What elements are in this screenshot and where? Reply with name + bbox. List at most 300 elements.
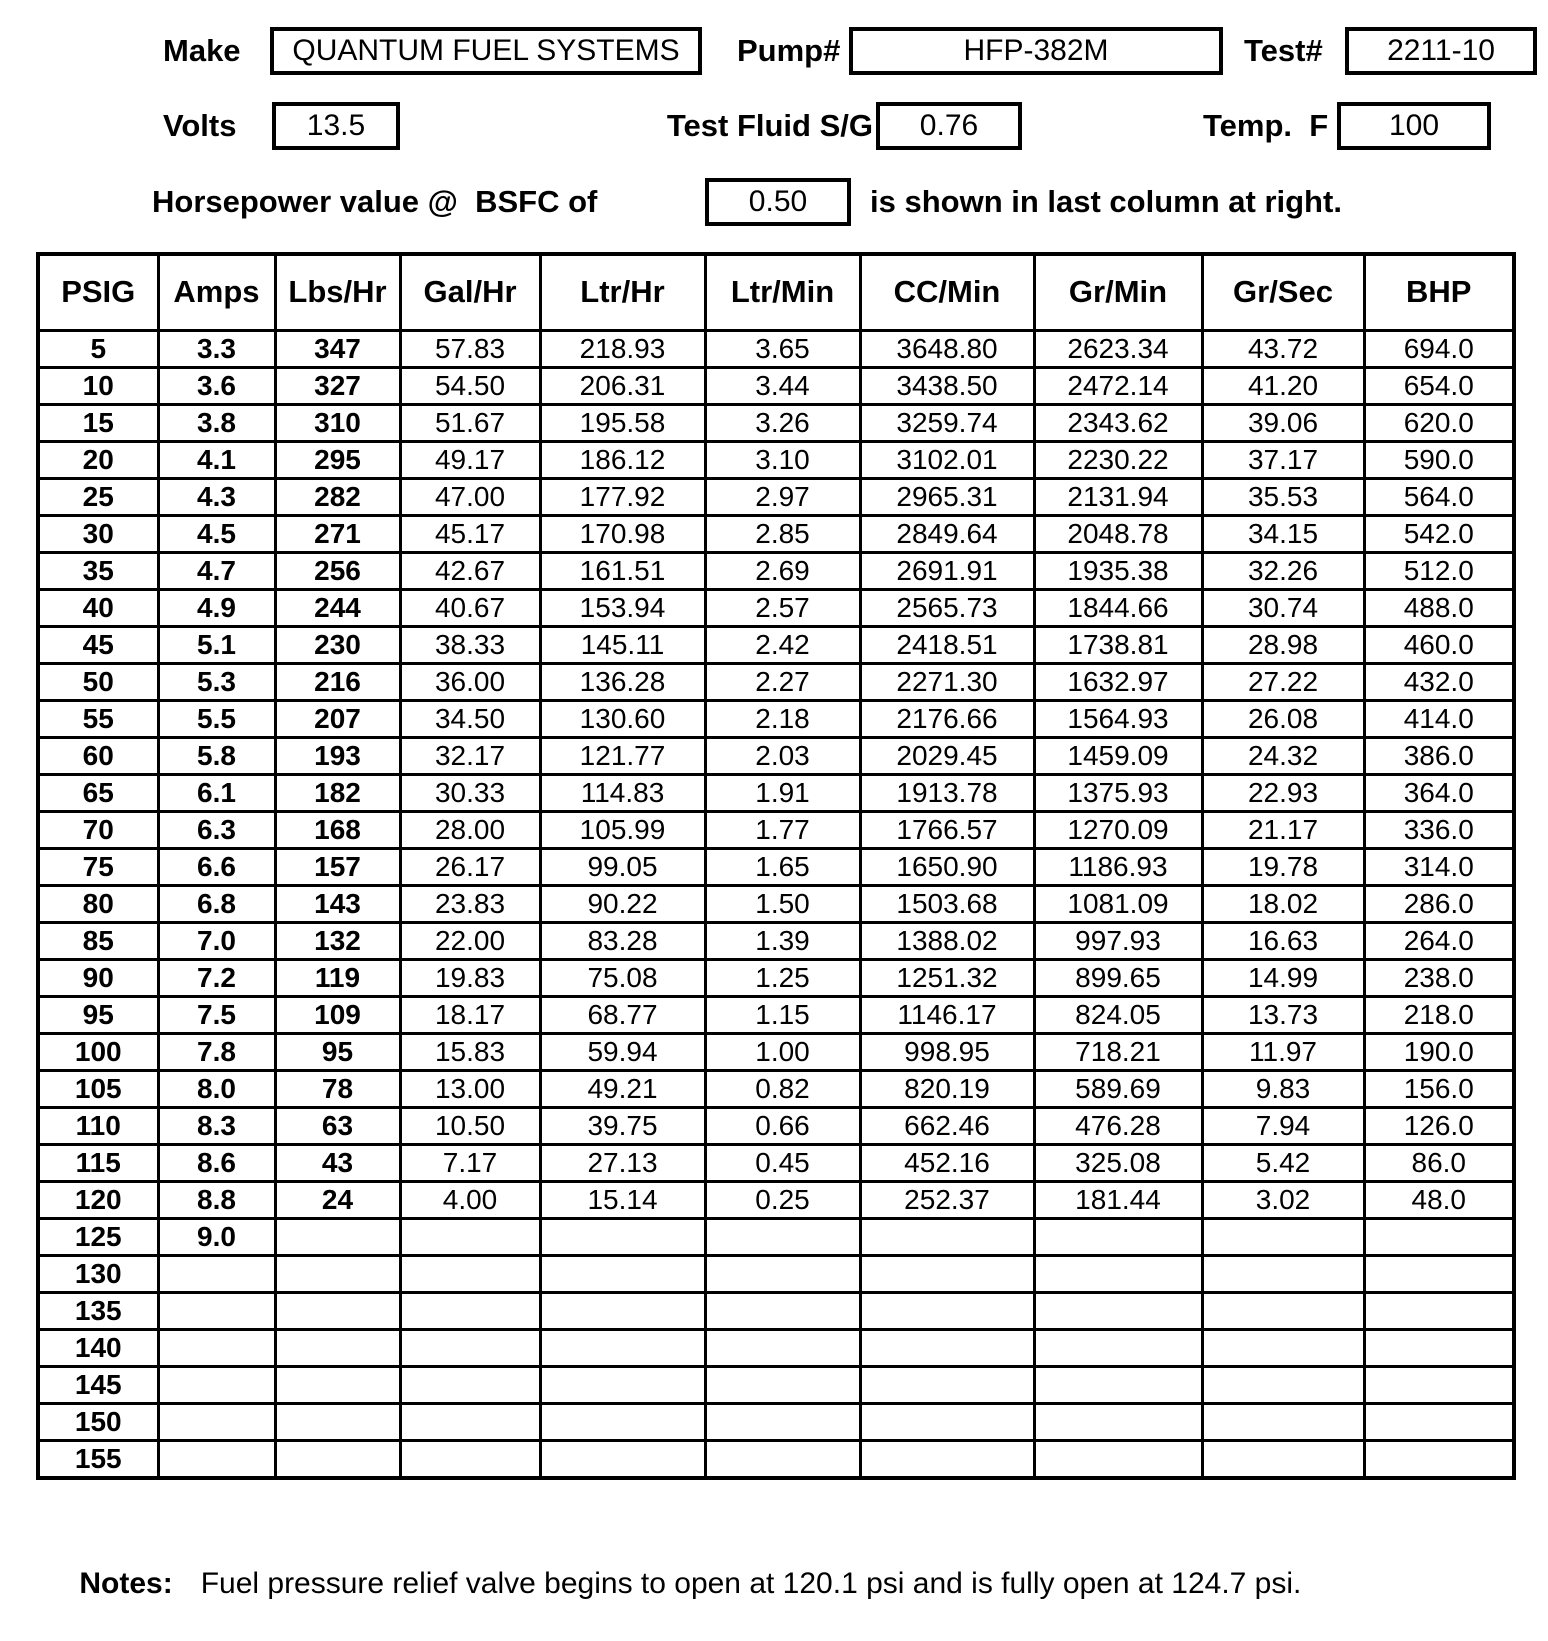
table-cell: 7.17 — [400, 1144, 540, 1181]
table-cell: 21.17 — [1202, 811, 1364, 848]
table-cell: 386.0 — [1364, 737, 1514, 774]
table-row — [38, 626, 1514, 663]
table-cell: 1913.78 — [860, 774, 1034, 811]
table-cell: 476.28 — [1034, 1107, 1202, 1144]
table-cell: 460.0 — [1364, 626, 1514, 663]
table-cell: 170.98 — [540, 515, 705, 552]
table-cell — [275, 1440, 400, 1478]
table-cell: 218.0 — [1364, 996, 1514, 1033]
table-cell — [540, 1366, 705, 1403]
table-row — [38, 1144, 1514, 1181]
table-cell: 39.75 — [540, 1107, 705, 1144]
test-fluid-sg-label: Test Fluid S/G — [666, 108, 873, 143]
column-header-grsec: Gr/Sec — [1202, 254, 1364, 330]
table-cell: 694.0 — [1364, 330, 1514, 367]
make-field: QUANTUM FUEL SYSTEMS — [270, 27, 702, 75]
table-cell: 3.10 — [705, 441, 860, 478]
table-cell: 1270.09 — [1034, 811, 1202, 848]
table-cell: 336.0 — [1364, 811, 1514, 848]
table-cell — [275, 1255, 400, 1292]
table-cell: 75.08 — [540, 959, 705, 996]
table-cell: 4.5 — [158, 515, 275, 552]
table-cell — [1202, 1218, 1364, 1255]
table-cell: 23.83 — [400, 885, 540, 922]
table-cell — [860, 1440, 1034, 1478]
table-row — [38, 959, 1514, 996]
table-cell — [1364, 1329, 1514, 1366]
table-cell — [158, 1366, 275, 1403]
table-cell: 8.0 — [158, 1070, 275, 1107]
table-cell: 40 — [38, 589, 158, 626]
table-cell: 6.6 — [158, 848, 275, 885]
table-cell: 3.8 — [158, 404, 275, 441]
table-cell: 25 — [38, 478, 158, 515]
table-cell: 2472.14 — [1034, 367, 1202, 404]
table-cell: 1186.93 — [1034, 848, 1202, 885]
notes-row — [46, 1527, 1301, 1641]
table-cell: 109 — [275, 996, 400, 1033]
table-cell: 155 — [38, 1440, 158, 1478]
table-cell: 49.17 — [400, 441, 540, 478]
table-cell — [540, 1255, 705, 1292]
table-cell: 8.8 — [158, 1181, 275, 1218]
table-cell: 1650.90 — [860, 848, 1034, 885]
table-cell: 206.31 — [540, 367, 705, 404]
header-row-conditions — [0, 102, 1548, 150]
table-cell: 153.94 — [540, 589, 705, 626]
table-cell — [1034, 1440, 1202, 1478]
table-cell — [158, 1440, 275, 1478]
table-cell: 2623.34 — [1034, 330, 1202, 367]
volts-label: Volts — [163, 108, 237, 143]
table-cell: 126.0 — [1364, 1107, 1514, 1144]
table-cell: 0.82 — [705, 1070, 860, 1107]
table-cell — [158, 1292, 275, 1329]
column-header-ccmin: CC/Min — [860, 254, 1034, 330]
bsfc-prefix-label: Horsepower value @ BSFC of — [152, 184, 598, 219]
table-cell: 47.00 — [400, 478, 540, 515]
table-cell: 7.2 — [158, 959, 275, 996]
table-cell: 1081.09 — [1034, 885, 1202, 922]
table-cell: 8.6 — [158, 1144, 275, 1181]
table-cell: 325.08 — [1034, 1144, 1202, 1181]
table-cell: 32.26 — [1202, 552, 1364, 589]
table-cell: 95 — [38, 996, 158, 1033]
table-cell — [1364, 1440, 1514, 1478]
table-row — [38, 552, 1514, 589]
table-cell: 60 — [38, 737, 158, 774]
table-cell: 145.11 — [540, 626, 705, 663]
table-cell — [1202, 1329, 1364, 1366]
table-cell: 63 — [275, 1107, 400, 1144]
table-cell: 414.0 — [1364, 700, 1514, 737]
table-row — [38, 441, 1514, 478]
table-cell: 1738.81 — [1034, 626, 1202, 663]
table-cell: 347 — [275, 330, 400, 367]
table-cell — [1034, 1255, 1202, 1292]
table-cell: 121.77 — [540, 737, 705, 774]
table-row — [38, 515, 1514, 552]
table-cell — [1202, 1255, 1364, 1292]
table-row — [38, 1329, 1514, 1366]
table-cell: 1.50 — [705, 885, 860, 922]
table-cell: 2.18 — [705, 700, 860, 737]
table-cell: 22.93 — [1202, 774, 1364, 811]
table-row — [38, 848, 1514, 885]
pump-number-field: HFP-382M — [849, 27, 1223, 75]
table-cell: 3.3 — [158, 330, 275, 367]
table-cell — [540, 1292, 705, 1329]
table-cell: 271 — [275, 515, 400, 552]
table-cell: 19.83 — [400, 959, 540, 996]
table-row — [38, 885, 1514, 922]
table-cell: 8.3 — [158, 1107, 275, 1144]
table-cell — [1364, 1403, 1514, 1440]
table-cell: 55 — [38, 700, 158, 737]
table-cell: 30.74 — [1202, 589, 1364, 626]
table-cell: 13.73 — [1202, 996, 1364, 1033]
table-cell: 1.25 — [705, 959, 860, 996]
volts-field: 13.5 — [272, 102, 400, 150]
table-cell: 90 — [38, 959, 158, 996]
table-cell: 110 — [38, 1107, 158, 1144]
table-cell: 7.0 — [158, 922, 275, 959]
table-header — [38, 254, 1514, 330]
table-cell — [705, 1403, 860, 1440]
table-cell: 2176.66 — [860, 700, 1034, 737]
table-cell: 2343.62 — [1034, 404, 1202, 441]
table-cell: 125 — [38, 1218, 158, 1255]
table-cell: 34.50 — [400, 700, 540, 737]
table-cell: 83.28 — [540, 922, 705, 959]
table-body — [38, 330, 1514, 1478]
table-cell — [540, 1403, 705, 1440]
table-cell — [860, 1403, 1034, 1440]
table-cell: 39.06 — [1202, 404, 1364, 441]
table-cell: 150 — [38, 1403, 158, 1440]
table-cell: 36.00 — [400, 663, 540, 700]
table-cell: 295 — [275, 441, 400, 478]
table-cell: 161.51 — [540, 552, 705, 589]
table-cell: 3648.80 — [860, 330, 1034, 367]
table-cell: 15.83 — [400, 1033, 540, 1070]
table-cell: 49.21 — [540, 1070, 705, 1107]
table-cell: 28.98 — [1202, 626, 1364, 663]
table-cell: 2.85 — [705, 515, 860, 552]
table-cell: 1.00 — [705, 1033, 860, 1070]
table-cell: 135 — [38, 1292, 158, 1329]
table-cell — [860, 1366, 1034, 1403]
table-cell: 16.63 — [1202, 922, 1364, 959]
table-cell: 3438.50 — [860, 367, 1034, 404]
table-cell: 718.21 — [1034, 1033, 1202, 1070]
table-cell — [860, 1292, 1034, 1329]
table-cell — [1364, 1255, 1514, 1292]
table-cell: 22.00 — [400, 922, 540, 959]
test-fluid-sg-field: 0.76 — [876, 102, 1022, 150]
bsfc-field: 0.50 — [705, 178, 851, 226]
table-cell: 4.9 — [158, 589, 275, 626]
table-cell: 252.37 — [860, 1181, 1034, 1218]
table-cell: 542.0 — [1364, 515, 1514, 552]
table-cell: 3.6 — [158, 367, 275, 404]
table-cell: 0.45 — [705, 1144, 860, 1181]
table-cell: 310 — [275, 404, 400, 441]
table-cell — [1202, 1366, 1364, 1403]
table-cell: 0.25 — [705, 1181, 860, 1218]
table-cell: 824.05 — [1034, 996, 1202, 1033]
table-cell: 2849.64 — [860, 515, 1034, 552]
table-cell — [540, 1218, 705, 1255]
table-cell: 18.17 — [400, 996, 540, 1033]
table-cell: 2.03 — [705, 737, 860, 774]
table-cell: 54.50 — [400, 367, 540, 404]
table-row — [38, 922, 1514, 959]
table-cell: 2418.51 — [860, 626, 1034, 663]
table-cell: 42.67 — [400, 552, 540, 589]
table-cell — [275, 1403, 400, 1440]
test-number-field: 2211-10 — [1345, 27, 1537, 75]
temperature-field: 100 — [1337, 102, 1491, 150]
table-row — [38, 330, 1514, 367]
make-label: Make — [163, 33, 241, 68]
notes-text: Fuel pressure relief valve begins to open at 120.1 psi and is fully open at 124.7 psi. — [200, 1567, 1302, 1600]
table-cell: 9.0 — [158, 1218, 275, 1255]
column-header-ltrmin: Ltr/Min — [705, 254, 860, 330]
table-cell: 120 — [38, 1181, 158, 1218]
table-cell: 2048.78 — [1034, 515, 1202, 552]
table-cell: 32.17 — [400, 737, 540, 774]
column-header-lbshr: Lbs/Hr — [275, 254, 400, 330]
table-cell: 10 — [38, 367, 158, 404]
table-cell: 85 — [38, 922, 158, 959]
table-cell — [1202, 1403, 1364, 1440]
table-cell: 1251.32 — [860, 959, 1034, 996]
table-cell: 5 — [38, 330, 158, 367]
table-cell: 65 — [38, 774, 158, 811]
table-cell: 7.8 — [158, 1033, 275, 1070]
table-cell: 35.53 — [1202, 478, 1364, 515]
table-cell: 30.33 — [400, 774, 540, 811]
table-cell: 190.0 — [1364, 1033, 1514, 1070]
table-cell: 114.83 — [540, 774, 705, 811]
table-cell — [1034, 1403, 1202, 1440]
table-cell: 5.42 — [1202, 1144, 1364, 1181]
table-cell: 105 — [38, 1070, 158, 1107]
table-cell: 899.65 — [1034, 959, 1202, 996]
table-cell: 11.97 — [1202, 1033, 1364, 1070]
table-cell: 156.0 — [1364, 1070, 1514, 1107]
table-cell: 130 — [38, 1255, 158, 1292]
table-cell: 182 — [275, 774, 400, 811]
table-header-row — [38, 254, 1514, 330]
table-cell — [400, 1329, 540, 1366]
table-cell: 512.0 — [1364, 552, 1514, 589]
table-cell: 34.15 — [1202, 515, 1364, 552]
table-cell: 43 — [275, 1144, 400, 1181]
table-cell: 230 — [275, 626, 400, 663]
table-cell: 4.00 — [400, 1181, 540, 1218]
pump-number-label: Pump# — [737, 33, 841, 68]
table-cell: 3.65 — [705, 330, 860, 367]
table-cell — [275, 1292, 400, 1329]
table-cell: 45 — [38, 626, 158, 663]
table-cell — [1034, 1366, 1202, 1403]
table-cell: 99.05 — [540, 848, 705, 885]
notes-label: Notes: — [79, 1567, 173, 1600]
table-cell: 28.00 — [400, 811, 540, 848]
table-cell: 59.94 — [540, 1033, 705, 1070]
table-cell — [400, 1440, 540, 1478]
table-row — [38, 1070, 1514, 1107]
table-cell: 0.66 — [705, 1107, 860, 1144]
table-cell: 1.65 — [705, 848, 860, 885]
table-cell: 27.22 — [1202, 663, 1364, 700]
table-cell: 3102.01 — [860, 441, 1034, 478]
table-cell: 18.02 — [1202, 885, 1364, 922]
table-cell: 195.58 — [540, 404, 705, 441]
table-cell: 1.15 — [705, 996, 860, 1033]
table-cell: 95 — [275, 1033, 400, 1070]
temperature-label: Temp. F — [1203, 108, 1329, 143]
table-cell: 26.17 — [400, 848, 540, 885]
table-cell: 6.8 — [158, 885, 275, 922]
table-cell — [400, 1403, 540, 1440]
table-cell: 35 — [38, 552, 158, 589]
table-row — [38, 1181, 1514, 1218]
table-cell: 13.00 — [400, 1070, 540, 1107]
table-cell: 282 — [275, 478, 400, 515]
table-cell: 19.78 — [1202, 848, 1364, 885]
table-cell — [1034, 1292, 1202, 1329]
table-cell: 4.3 — [158, 478, 275, 515]
table-row — [38, 589, 1514, 626]
table-cell — [275, 1366, 400, 1403]
table-cell: 4.7 — [158, 552, 275, 589]
table-cell — [1364, 1292, 1514, 1329]
table-cell — [1364, 1366, 1514, 1403]
column-header-galhr: Gal/Hr — [400, 254, 540, 330]
table-cell: 2271.30 — [860, 663, 1034, 700]
table-cell — [705, 1440, 860, 1478]
table-cell: 2.97 — [705, 478, 860, 515]
table-cell: 48.0 — [1364, 1181, 1514, 1218]
column-header-psig: PSIG — [38, 254, 158, 330]
table-cell: 6.1 — [158, 774, 275, 811]
test-number-label: Test# — [1244, 33, 1323, 68]
table-cell — [705, 1329, 860, 1366]
table-cell: 314.0 — [1364, 848, 1514, 885]
table-cell: 654.0 — [1364, 367, 1514, 404]
table-cell: 30 — [38, 515, 158, 552]
table-cell: 2131.94 — [1034, 478, 1202, 515]
table-row — [38, 996, 1514, 1033]
table-cell — [540, 1329, 705, 1366]
table-cell: 820.19 — [860, 1070, 1034, 1107]
table-cell: 45.17 — [400, 515, 540, 552]
table-cell — [860, 1255, 1034, 1292]
table-cell — [158, 1255, 275, 1292]
table-cell — [1034, 1329, 1202, 1366]
table-cell: 78 — [275, 1070, 400, 1107]
table-cell: 7.94 — [1202, 1107, 1364, 1144]
table-cell: 1388.02 — [860, 922, 1034, 959]
table-cell: 86.0 — [1364, 1144, 1514, 1181]
table-cell — [275, 1329, 400, 1366]
table-cell: 5.3 — [158, 663, 275, 700]
table-cell: 286.0 — [1364, 885, 1514, 922]
table-cell: 1.39 — [705, 922, 860, 959]
table-row — [38, 1292, 1514, 1329]
bsfc-suffix-label: is shown in last column at right. — [870, 184, 1342, 219]
table-cell: 57.83 — [400, 330, 540, 367]
table-cell: 432.0 — [1364, 663, 1514, 700]
table-cell: 1.91 — [705, 774, 860, 811]
table-cell: 90.22 — [540, 885, 705, 922]
table-cell: 105.99 — [540, 811, 705, 848]
table-cell: 6.3 — [158, 811, 275, 848]
header-row-bsfc — [0, 178, 1548, 226]
table-row — [38, 1403, 1514, 1440]
table-row — [38, 1033, 1514, 1070]
table-cell: 238.0 — [1364, 959, 1514, 996]
table-cell: 140 — [38, 1329, 158, 1366]
column-header-ltrhr: Ltr/Hr — [540, 254, 705, 330]
table-cell — [540, 1440, 705, 1478]
table-cell — [1364, 1218, 1514, 1255]
table-cell: 186.12 — [540, 441, 705, 478]
table-cell: 2.42 — [705, 626, 860, 663]
table-cell: 998.95 — [860, 1033, 1034, 1070]
table-row — [38, 1218, 1514, 1255]
table-cell: 41.20 — [1202, 367, 1364, 404]
table-cell: 207 — [275, 700, 400, 737]
table-row — [38, 1440, 1514, 1478]
table-cell: 132 — [275, 922, 400, 959]
table-cell — [1034, 1218, 1202, 1255]
flow-data-table — [36, 252, 1516, 1480]
table-cell: 24.32 — [1202, 737, 1364, 774]
table-cell: 5.8 — [158, 737, 275, 774]
table-cell: 40.67 — [400, 589, 540, 626]
table-row — [38, 700, 1514, 737]
table-cell: 1632.97 — [1034, 663, 1202, 700]
table-cell: 327 — [275, 367, 400, 404]
table-cell: 2691.91 — [860, 552, 1034, 589]
table-cell: 14.99 — [1202, 959, 1364, 996]
table-cell — [400, 1255, 540, 1292]
table-cell: 177.92 — [540, 478, 705, 515]
table-cell: 145 — [38, 1366, 158, 1403]
table-cell: 43.72 — [1202, 330, 1364, 367]
table-cell: 130.60 — [540, 700, 705, 737]
table-cell: 75 — [38, 848, 158, 885]
table-cell — [705, 1292, 860, 1329]
table-cell: 136.28 — [540, 663, 705, 700]
table-cell: 1146.17 — [860, 996, 1034, 1033]
table-cell: 168 — [275, 811, 400, 848]
table-cell: 3.02 — [1202, 1181, 1364, 1218]
table-row — [38, 1107, 1514, 1144]
header-row-make — [0, 27, 1548, 75]
table-cell — [705, 1218, 860, 1255]
table-cell: 5.1 — [158, 626, 275, 663]
column-header-amps: Amps — [158, 254, 275, 330]
table-row — [38, 478, 1514, 515]
column-header-bhp: BHP — [1364, 254, 1514, 330]
table-cell: 1766.57 — [860, 811, 1034, 848]
table-cell — [705, 1366, 860, 1403]
